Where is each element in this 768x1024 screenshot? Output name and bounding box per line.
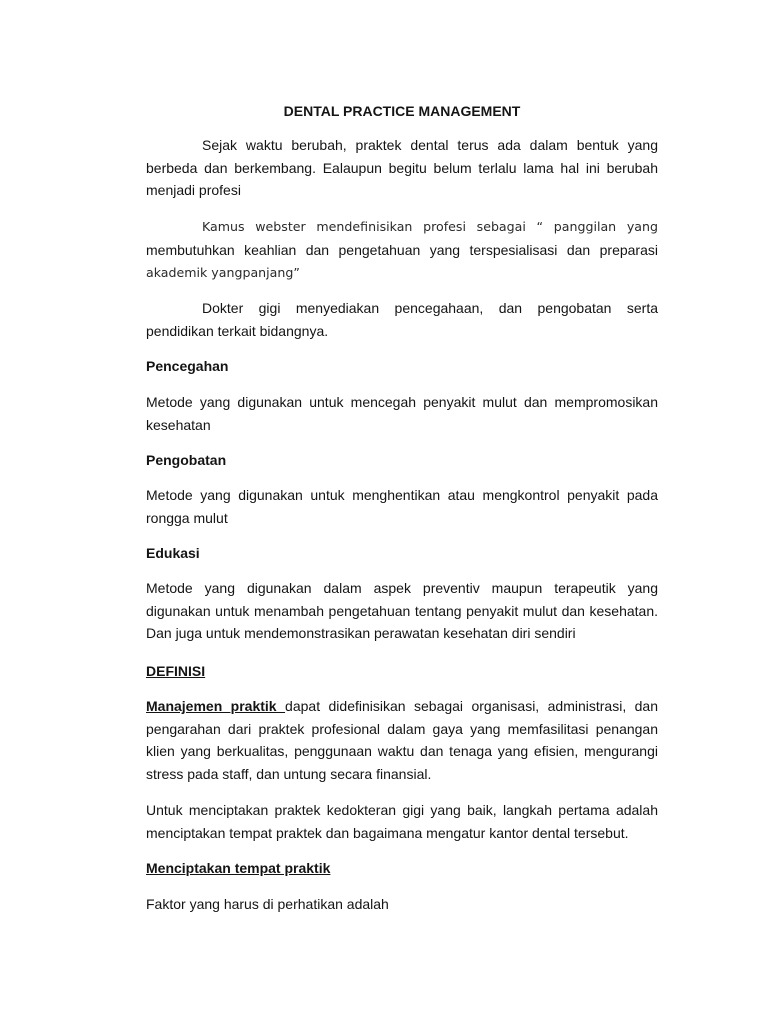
text-menciptakan-tempat-praktik: Faktor yang harus di perhatikan adalah [146,896,389,912]
definisi-paragraph-2: Untuk menciptakan praktek kedokteran gigi yang baik, langkah pertama adalah menciptakan tempat praktek dan bagaimana mengatur kantor dental tersebut. [146,802,658,841]
intro-paragraph-2-line-1: Kamus webster mendefinisikan profesi sebagai “ panggilan yang [202,219,658,234]
heading-edukasi: Edukasi [146,545,200,561]
heading-definisi: DEFINISI [146,663,206,679]
intro-paragraph-2-line-3: akademik yangpanjang” [146,265,300,280]
document-title: DENTAL PRACTICE MANAGEMENT [283,103,521,119]
heading-pencegahan: Pencegahan [146,358,229,374]
heading-pengobatan: Pengobatan [146,452,227,468]
text-pencegahan: Metode yang digunakan untuk mencegah penyakit mulut dan mempromosikan kesehatan [146,394,658,433]
definisi-paragraph-1-text: dapat didefinisikan sebagai organisasi, administrasi, dan pengarahan dari praktek profesional dalam gaya yang memfasilitasi penangan klien yang berkualitas, penggunaan waktu dan tenaga yang efisien, mengurangi stress pada staff, dan untung secara finansial. [146,698,659,782]
heading-menciptakan-tempat-praktik: Menciptakan tempat praktik [146,860,331,876]
text-pengobatan: Metode yang digunakan untuk menghentikan atau mengkontrol penyakit pada rongga mulut [146,487,658,526]
intro-paragraph-2 [146,216,658,285]
text-edukasi: Metode yang digunakan dalam aspek preventiv maupun terapeutik yang digunakan untuk menambah pengetahuan tentang penyakit mulut dan kesehatan. Dan juga untuk mendemonstrasikan perawatan kesehatan diri sendiri [146,580,658,641]
term-manajemen-praktik: Manajemen praktik [146,698,286,714]
intro-paragraph-1: Sejak waktu berubah, praktek dental terus ada dalam bentuk yang berbeda dan berkembang. Ealaupun begitu belum terlalu lama hal ini berubah menjadi profesi [146,137,658,198]
intro-paragraph-2-line-2: membutuhkan keahlian dan pengetahuan yang terspesialisasi dan preparasi [146,241,658,258]
definisi-paragraph-1 [146,695,658,785]
intro-paragraph-3: Dokter gigi menyediakan pencegahaan, dan pengobatan serta pendidikan terkait bidangnya. [146,300,658,339]
